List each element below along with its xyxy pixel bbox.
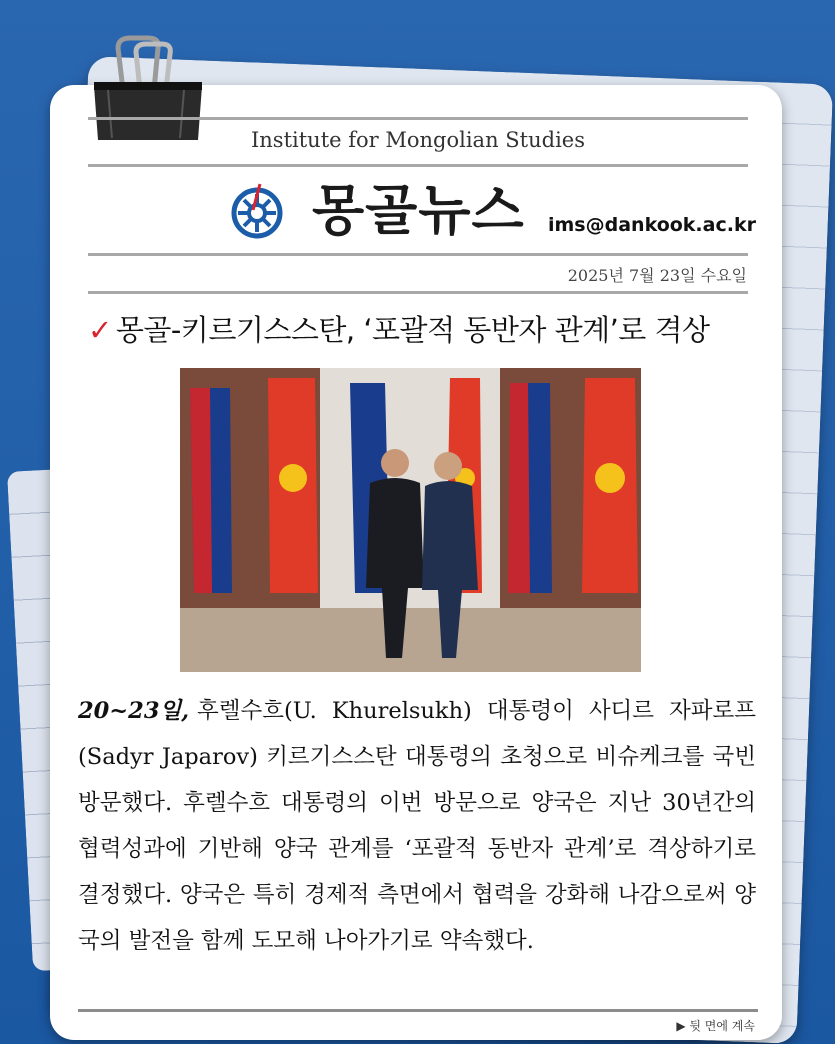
rule-top xyxy=(88,117,748,120)
article-photo xyxy=(180,368,641,672)
institute-name: Institute for Mongolian Studies xyxy=(250,128,585,152)
article-body xyxy=(78,688,756,964)
article-headline xyxy=(88,308,748,349)
rule-lower xyxy=(88,291,748,294)
headline-text: 몽골-키르기스스탄, ‘포괄적 동반자 관계’로 격상 xyxy=(115,313,710,347)
continued-on-back: ▶ 뒷 면에 계속 xyxy=(676,1019,755,1033)
rule-upper xyxy=(88,164,748,167)
institute-logo-icon xyxy=(226,180,288,242)
contact-email[interactable]: ims@dankook.ac.kr xyxy=(548,214,756,236)
rule-middle xyxy=(88,253,748,256)
article-lead-date: 20~23일, xyxy=(78,698,190,724)
issue-date: 2025년 7월 23일 수요일 xyxy=(567,266,747,285)
article-body-text: 후렐수흐(U. Khurelsukh) 대통령이 사디르 자파로프(Sadyr Japarov) 키르기스스탄 대통령의 초청으로 비슈케크를 국빈 방문했다. 후렐수흐 대통령의 이번 방문으로 양국은 지난 30년간의 협력성과에 기반해 양국 관계를 ‘포괄적 동반자 관계’로 격상하기로 결정했다. 양국은 특히 경제적 측면에서 협력을 강화해 나감으로써 양국의 발전을 함께 도모해 나아가기로 약속했다. xyxy=(78,698,756,954)
masthead-title: 몽골뉴스 xyxy=(312,179,525,242)
rule-footer xyxy=(78,1009,758,1012)
checkmark-icon: ✓ xyxy=(88,313,112,347)
